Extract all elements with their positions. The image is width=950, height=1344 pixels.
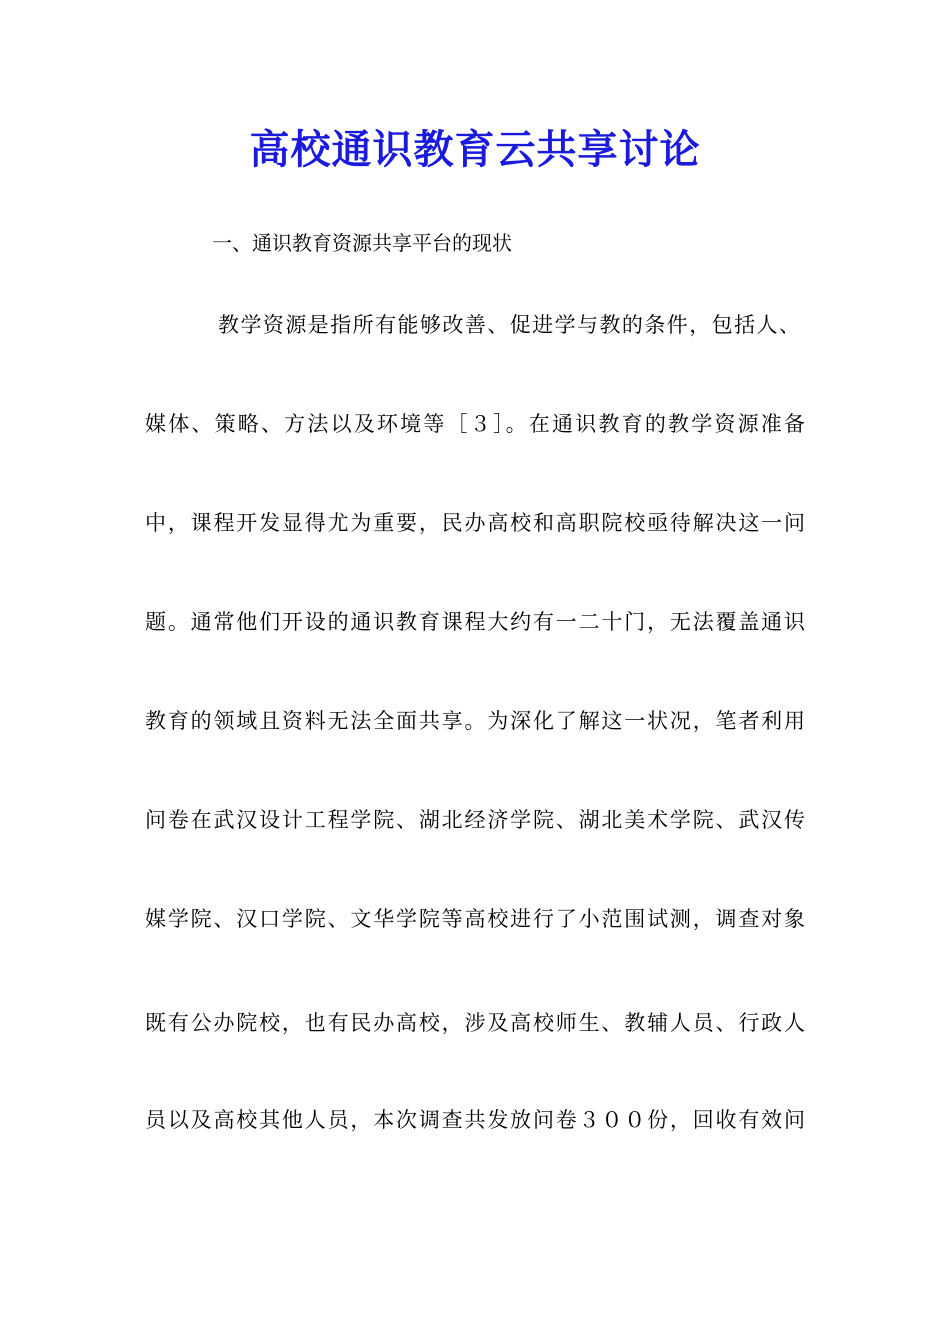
section-heading: 一、通识教育资源共享平台的现状 — [212, 231, 512, 255]
paragraph-line: 中，课程开发显得尤为重要，民办高校和高职院校亟待解决这一问 — [145, 511, 805, 535]
paragraph-line: 媒体、策略、方法以及环境等［３］。在通识教育的教学资源准备 — [145, 412, 805, 436]
paragraph-line: 员以及高校其他人员，本次调查共发放问卷３００份，回收有效问 — [145, 1108, 805, 1132]
paragraph-line: 问卷在武汉设计工程学院、湖北经济学院、湖北美术学院、武汉传 — [145, 808, 805, 832]
paragraph-line: 教学资源是指所有能够改善、促进学与教的条件，包括人、 — [218, 313, 800, 337]
paragraph-line: 教育的领域且资料无法全面共享。为深化了解这一状况，笔者利用 — [145, 709, 805, 733]
paragraph-line: 媒学院、汉口学院、文华学院等高校进行了小范围试测，调查对象 — [145, 907, 805, 931]
paragraph-line: 题。通常他们开设的通识教育课程大约有一二十门，无法覆盖通识 — [145, 610, 805, 634]
document-title: 高校通识教育云共享讨论 — [249, 126, 701, 173]
paragraph-line: 既有公办院校，也有民办高校，涉及高校师生、教辅人员、行政人 — [145, 1011, 805, 1035]
